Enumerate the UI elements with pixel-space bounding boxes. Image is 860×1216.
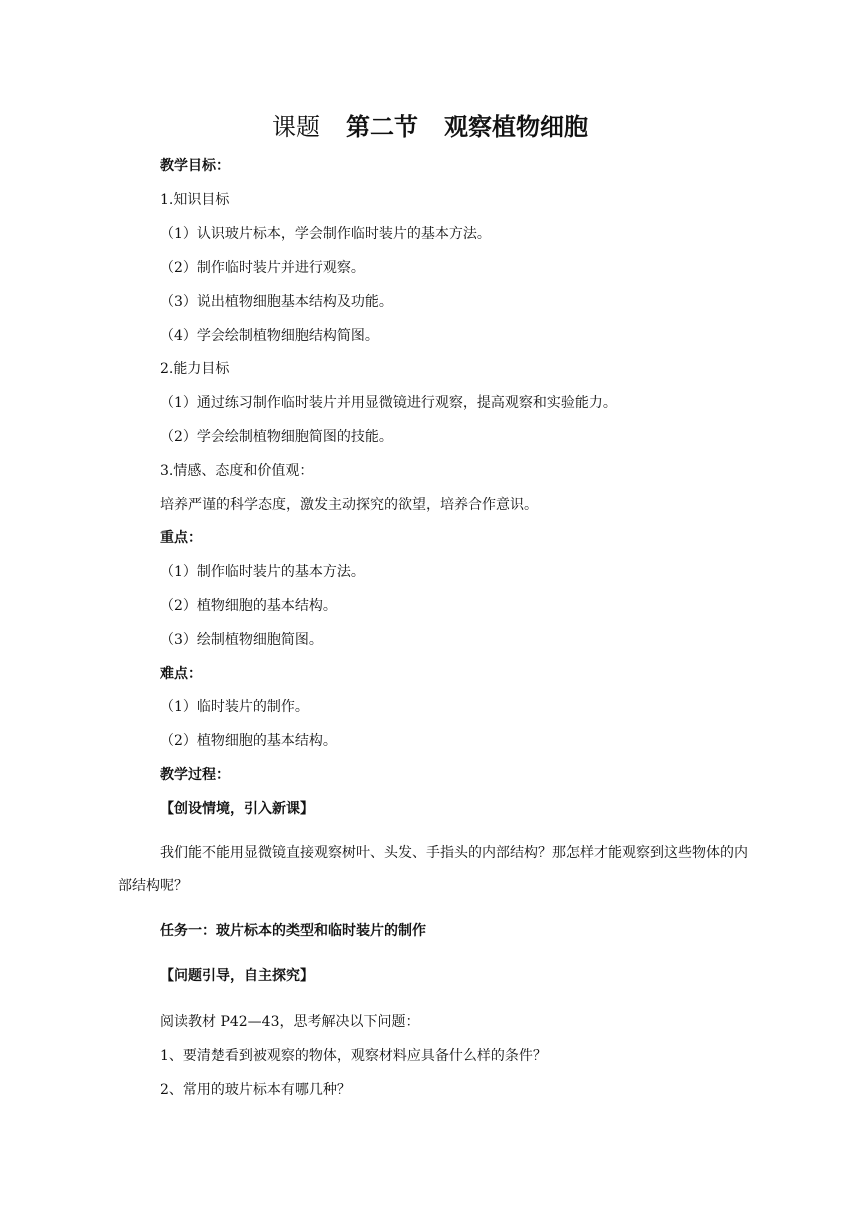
- question-item: 1、要清楚看到被观察的物体，观察材料应具备什么样的条件？: [160, 1048, 547, 1064]
- key-points-heading: 重点：: [160, 530, 202, 546]
- key-point-item: （2）植物细胞的基本结构。: [160, 598, 337, 614]
- guide-heading: 【问题引导，自主探究】: [160, 968, 314, 984]
- difficulty-item: （2）植物细胞的基本结构。: [160, 733, 337, 749]
- knowledge-heading: 1.知识目标: [160, 192, 230, 208]
- ability-item: （2）学会绘制植物细胞简图的技能。: [160, 429, 393, 445]
- reading-instruction: 阅读教材 P42—43，思考解决以下问题：: [160, 1014, 420, 1030]
- knowledge-item: （4）学会绘制植物细胞结构简图。: [160, 328, 379, 344]
- key-point-item: （1）制作临时装片的基本方法。: [160, 564, 365, 580]
- ability-heading: 2.能力目标: [160, 361, 230, 377]
- title-section: 第二节: [346, 112, 418, 141]
- title-prefix: 课题: [272, 113, 320, 141]
- task1-heading: 任务一：玻片标本的类型和临时装片的制作: [160, 923, 426, 939]
- intro-paragraph: 我们能不能用显微镜直接观察树叶、头发、手指头的内部结构？那怎样才能观察到这些物体的内部结构呢？: [118, 845, 748, 894]
- emotion-text: 培养严谨的科学态度，激发主动探究的欲望，培养合作意识。: [160, 497, 538, 513]
- difficulty-item: （1）临时装片的制作。: [160, 699, 309, 715]
- intro-heading: 【创设情境，引入新课】: [160, 801, 314, 817]
- objectives-heading: 教学目标：: [160, 158, 230, 174]
- ability-item: （1）通过练习制作临时装片并用显微镜进行观察，提高观察和实验能力。: [160, 395, 617, 411]
- knowledge-item: （2）制作临时装片并进行观察。: [160, 260, 365, 276]
- document-title: [0, 110, 860, 144]
- question-item: 2、常用的玻片标本有哪几种？: [160, 1082, 351, 1098]
- key-point-item: （3）绘制植物细胞简图。: [160, 632, 323, 648]
- knowledge-item: （1）认识玻片标本，学会制作临时装片的基本方法。: [160, 226, 491, 242]
- emotion-heading: 3.情感、态度和价值观：: [160, 463, 314, 479]
- knowledge-item: （3）说出植物细胞基本结构及功能。: [160, 294, 393, 310]
- title-topic: 观察植物细胞: [444, 112, 588, 141]
- difficulties-heading: 难点：: [160, 666, 202, 682]
- process-heading: 教学过程：: [160, 767, 230, 783]
